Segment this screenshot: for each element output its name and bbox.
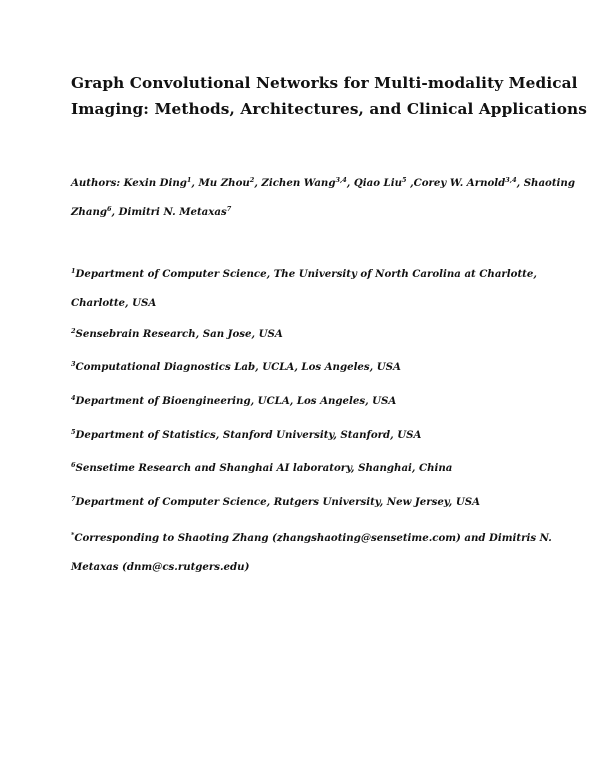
- author-sup: 7: [226, 205, 232, 213]
- author-name: Corey W. Arnold: [413, 177, 506, 189]
- author-name: Dimitri N. Metaxas: [118, 206, 227, 218]
- author-name: Kexin Ding: [123, 177, 187, 189]
- affiliation-3: $^3$Computational Diagnostics Lab, UCLA, Los Angeles, USA: [71, 360, 401, 373]
- author-sup: 5: [402, 176, 407, 184]
- paper-title: [71, 70, 587, 122]
- corresponding-line-1: *Corresponding to Shaoting Zhang (zhangshaoting@sensetime.com) and Dimitris N.: [71, 531, 552, 544]
- author-name: Shaoting: [523, 177, 575, 189]
- affiliation-1: $^1$Department of Computer Science, The University of North Carolina at Charlotte, Charlotte, USA: [71, 267, 537, 309]
- affiliation-7: $^7$Department of Computer Science, Rutgers University, New Jersey, USA: [71, 495, 480, 508]
- author-list: [71, 169, 575, 227]
- author-name: Mu Zhou: [198, 177, 250, 189]
- title-line-2: Imaging: Methods, Architectures, and Clinical Applications: [71, 100, 587, 118]
- affiliation-4: $^4$Department of Bioengineering, UCLA, Los Angeles, USA: [71, 394, 397, 407]
- author-sup: 2: [249, 176, 255, 184]
- title-line-1: Graph Convolutional Networks for Multi-modality Medical: [71, 74, 578, 92]
- author-sup: 6: [106, 205, 112, 213]
- corresponding-line-2: Metaxas (dnm@cs.rutgers.edu): [71, 561, 250, 573]
- author-name: Zhang: [71, 206, 107, 218]
- author-line-2: Zhang$^6$, Dimitri N. Metaxas$^7$: [71, 205, 232, 218]
- author-name: Qiao Liu: [353, 177, 403, 189]
- affiliation-1-continued: Charlotte, USA: [71, 297, 157, 309]
- affiliation-5: $^5$Department of Statistics, Stanford University, Stanford, USA: [71, 428, 422, 441]
- author-sup: 3,4: [505, 176, 517, 184]
- author-sup: 3,4: [335, 176, 347, 184]
- author-line-1: Authors: Kexin Ding$^1$, Mu Zhou$^2$, Zichen Wang$^{3,4}$, Qiao Liu$^5$ ,Corey W. Arnold$^{3,4}$, Shaoting: [71, 176, 575, 189]
- author-sup: 1: [186, 176, 192, 184]
- affiliation-6: $^6$Sensetime Research and Shanghai AI laboratory, Shanghai, China: [71, 461, 453, 474]
- authors-prefix: Authors:: [71, 177, 124, 189]
- affiliation-2: $^2$Sensebrain Research, San Jose, USA: [71, 327, 283, 340]
- author-name: Zichen Wang: [261, 177, 336, 189]
- corresponding-author-note: [71, 524, 552, 582]
